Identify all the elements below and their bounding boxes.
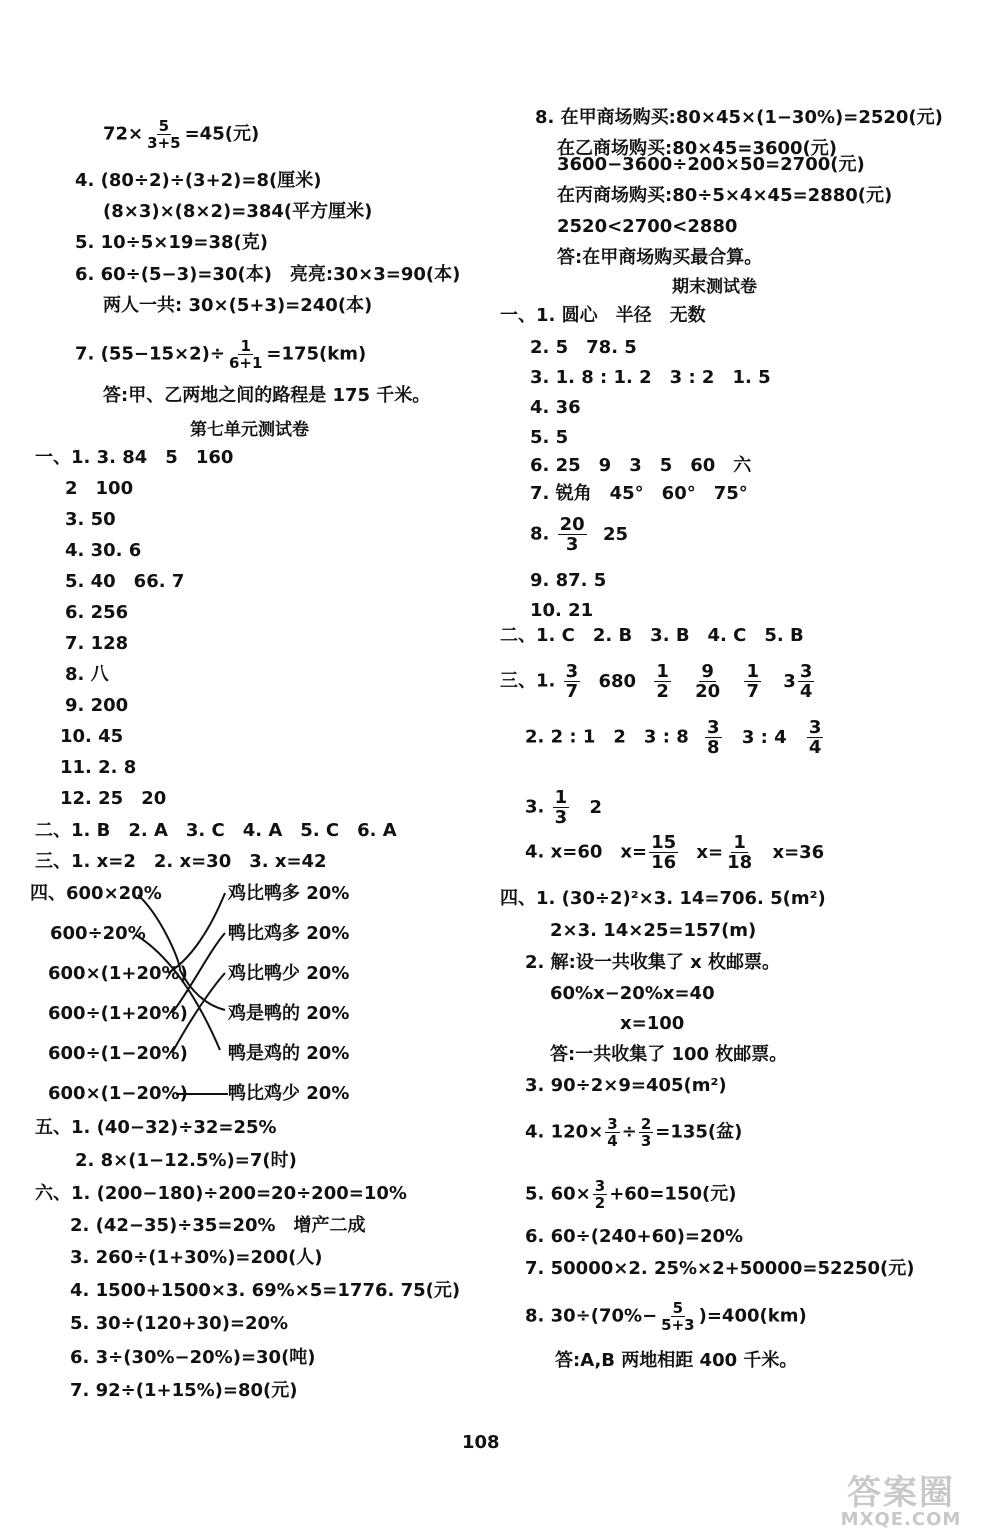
match-left: 600÷(1+20%) (48, 1003, 188, 1024)
den: 6+1 (228, 354, 263, 372)
section-3: 三、1. x=2 2. x=30 3. x=42 (35, 851, 327, 872)
num: 1 (746, 661, 760, 682)
f1-item: 4. 36 (530, 397, 581, 418)
section-5-item: 五、1. (40−32)÷32=25% (35, 1117, 277, 1138)
f4-item-1: 四、1. (30÷2)²×3. 14=706. 5(m²) (500, 888, 826, 909)
section-2: 二、1. B 2. A 3. C 4. A 5. C 6. A (35, 820, 397, 841)
text: =45(元) (184, 123, 260, 145)
text: )=400(km) (698, 1305, 807, 1327)
text: 8. 30÷(70%− (525, 1305, 658, 1327)
fraction (798, 662, 815, 701)
f1-item: 5. 5 (530, 427, 569, 448)
section-5-item: 2. 8×(1−12.5%)=7(时) (75, 1150, 297, 1171)
text: x= (696, 841, 724, 863)
f4-item-5 (525, 1178, 736, 1211)
f4-item-2: 2. 解:设一共收集了 x 枚邮票。 (525, 952, 780, 973)
fraction (564, 662, 581, 701)
f4-item-8 (525, 1300, 807, 1333)
match-left: 600÷20% (50, 923, 146, 944)
text: 5. 60× (525, 1183, 591, 1205)
page-number: 108 (462, 1432, 500, 1453)
f4-item-2b: 60%x−20%x=40 (550, 983, 715, 1004)
den: 8 (707, 737, 720, 758)
fraction (659, 1300, 696, 1333)
s1-item: 一、1. 3. 84 5 160 (35, 447, 234, 468)
fraction (145, 118, 182, 151)
den: 3+5 (147, 134, 181, 152)
f4-item-7: 7. 50000×2. 25%×2+50000=52250(元) (525, 1258, 915, 1279)
match-left: 600×(1+20%) (48, 963, 188, 984)
f4-item-6: 6. 60÷(240+60)=20% (525, 1226, 744, 1247)
left-line-1 (103, 118, 259, 151)
den: 2 (656, 681, 669, 702)
text: =175(km) (266, 343, 367, 365)
f4-item-1b: 2×3. 14×25=157(m) (550, 920, 757, 941)
unit7-title: 第七单元测试卷 (190, 420, 309, 440)
text: ÷ (621, 1121, 637, 1143)
s1-item: 12. 25 20 (60, 788, 167, 809)
f1-item: 2. 5 78. 5 (530, 337, 637, 358)
num: 20 (559, 514, 585, 535)
s6-item: 3. 260÷(1+30%)=200(人) (70, 1247, 323, 1268)
num: 3 (594, 1177, 606, 1195)
f1-item: 一、1. 圆心 半径 无数 (500, 305, 706, 326)
den: 2 (594, 1194, 606, 1212)
fraction (639, 1116, 653, 1149)
f4-item-8b: 答:A,B 两地相距 400 千米。 (555, 1350, 798, 1371)
num: 3 (808, 717, 822, 738)
left-line-6: 两人一共: 30×(5+3)=240(本) (103, 295, 373, 316)
den: 3 (554, 807, 568, 828)
left-line-3: (8×3)×(8×2)=384(平方厘米) (103, 201, 373, 222)
fraction (725, 833, 754, 872)
num: 9 (701, 661, 714, 682)
text: 2 (589, 796, 602, 818)
fraction (605, 1116, 619, 1149)
text: +60=150(元) (609, 1183, 737, 1205)
s6-item: 六、1. (200−180)÷200=20÷200=10% (35, 1183, 407, 1204)
text: x=36 (772, 841, 825, 863)
text: 680 (598, 670, 637, 692)
f1-item: 3. 1. 8 : 1. 2 3 : 2 1. 5 (530, 367, 771, 388)
text: =135(盆) (655, 1121, 743, 1143)
f1-item: 9. 87. 5 (530, 570, 607, 591)
s1-item: 5. 40 66. 7 (65, 571, 185, 592)
f4-item-2c: x=100 (620, 1013, 685, 1034)
s1-item: 9. 200 (65, 695, 129, 716)
left-line-2: 4. (80÷2)÷(3+2)=8(厘米) (75, 170, 322, 191)
text: 72× (103, 123, 144, 145)
s1-item: 11. 2. 8 (60, 757, 137, 778)
match-right: 鸡比鸭多 20% (228, 883, 350, 904)
s6-item: 7. 92÷(1+15%)=80(元) (70, 1380, 298, 1401)
den: 3 (640, 1132, 652, 1150)
f1-item: 10. 21 (530, 600, 594, 621)
fraction (227, 338, 264, 371)
match-left: 600×(1−20%) (48, 1083, 188, 1104)
num: 1 (733, 832, 746, 853)
text: 三、1. (500, 670, 556, 692)
s1-item: 4. 30. 6 (65, 540, 142, 561)
f4-item-3: 3. 90÷2×9=405(m²) (525, 1075, 727, 1096)
f1-item-8 (530, 515, 628, 554)
f4-item-4 (525, 1116, 742, 1149)
f4-item-2d: 答:一共收集了 100 枚邮票。 (550, 1044, 788, 1065)
watermark-text: 答案圈 (847, 1473, 955, 1513)
num: 3 (607, 1115, 618, 1133)
den: 4 (808, 737, 822, 758)
text: 3 (783, 670, 796, 692)
right-line-3: 3600−3600÷200×50=2700(元) (557, 154, 865, 175)
final-section-2: 二、1. C 2. B 3. B 4. C 5. B (500, 625, 804, 646)
fraction (744, 662, 761, 701)
s6-item: 5. 30÷(120+30)=20% (70, 1313, 289, 1334)
f1-item: 7. 锐角 45° 60° 75° (530, 483, 748, 504)
right-line-1: 8. 在甲商场购买:80×45×(1−30%)=2520(元) (535, 107, 943, 128)
num: 2 (640, 1115, 652, 1133)
watermark-url: MXQE.COM (840, 1509, 962, 1530)
text: 25 (603, 523, 629, 545)
num: 5 (158, 117, 170, 135)
s1-item: 10. 45 (60, 726, 124, 747)
text: 8. (530, 523, 550, 545)
left-line-4: 5. 10÷5×19=38(克) (75, 232, 268, 253)
fraction (654, 662, 671, 701)
match-left: 600÷(1−20%) (48, 1043, 188, 1064)
watermark-logo (816, 1475, 986, 1533)
fraction (807, 718, 824, 757)
match-right: 鸭是鸡的 20% (228, 1043, 350, 1064)
num: 3 (707, 717, 720, 738)
f3-item-4 (525, 833, 824, 872)
den: 5+3 (661, 1316, 695, 1334)
text: 7. (55−15×2)÷ (75, 343, 225, 365)
num: 1 (240, 337, 251, 355)
num: 1 (656, 661, 669, 682)
right-line-5: 2520<2700<2880 (557, 216, 738, 237)
num: 3 (565, 661, 579, 682)
den: 4 (607, 1132, 618, 1150)
s6-item: 6. 3÷(30%−20%)=30(吨) (70, 1347, 316, 1368)
right-line-2: 在乙商场购买:80×45=3600(元) (557, 138, 838, 159)
text: 4. x=60 x= (525, 841, 648, 863)
den: 7 (746, 681, 760, 702)
s6-item: 4. 1500+1500×3. 69%×5=1776. 75(元) (70, 1280, 461, 1301)
right-line-6: 答:在甲商场购买最合算。 (557, 247, 763, 268)
match-right: 鸭比鸡多 20% (228, 923, 350, 944)
match-right: 鸡是鸭的 20% (228, 1003, 350, 1024)
s1-item: 2 100 (65, 478, 134, 499)
den: 4 (799, 681, 813, 702)
match-right: 鸭比鸡少 20% (228, 1083, 350, 1104)
match-right: 鸡比鸭少 20% (228, 963, 350, 984)
left-line-5: 6. 60÷(5−3)=30(本) 亮亮:30×3=90(本) (75, 264, 461, 285)
f3-item-3 (525, 788, 602, 827)
den: 18 (727, 852, 753, 873)
fraction (558, 515, 587, 554)
fraction (705, 718, 722, 757)
f3-item-1 (500, 662, 816, 701)
num: 15 (651, 832, 677, 853)
fraction (593, 1178, 607, 1211)
fraction (649, 833, 678, 872)
den: 20 (695, 681, 721, 702)
text: 3. (525, 796, 545, 818)
den: 7 (565, 681, 579, 702)
match-left: 四、600×20% (30, 883, 162, 904)
den: 3 (565, 534, 579, 555)
left-line-7 (75, 338, 366, 371)
num: 1 (554, 787, 568, 808)
f3-item-2 (525, 718, 825, 757)
den: 16 (651, 852, 677, 873)
f1-item: 6. 25 9 3 5 60 六 (530, 455, 752, 476)
num: 5 (672, 1299, 684, 1317)
text: 3 : 4 (741, 726, 787, 748)
text: 2. 2 : 1 2 3 : 8 (525, 726, 689, 748)
text: 4. 120× (525, 1121, 604, 1143)
fraction (693, 662, 722, 701)
s1-item: 6. 256 (65, 602, 129, 623)
num: 3 (799, 661, 813, 682)
fraction (553, 788, 570, 827)
left-line-8: 答:甲、乙两地之间的路程是 175 千米。 (103, 385, 431, 406)
right-line-4: 在丙商场购买:80÷5×4×45=2880(元) (557, 185, 893, 206)
s6-item: 2. (42−35)÷35=20% 增产二成 (70, 1215, 366, 1236)
s1-item: 3. 50 (65, 509, 116, 530)
final-exam-title: 期末测试卷 (672, 277, 757, 297)
s1-item: 7. 128 (65, 633, 129, 654)
s1-item: 8. 八 (65, 664, 109, 685)
